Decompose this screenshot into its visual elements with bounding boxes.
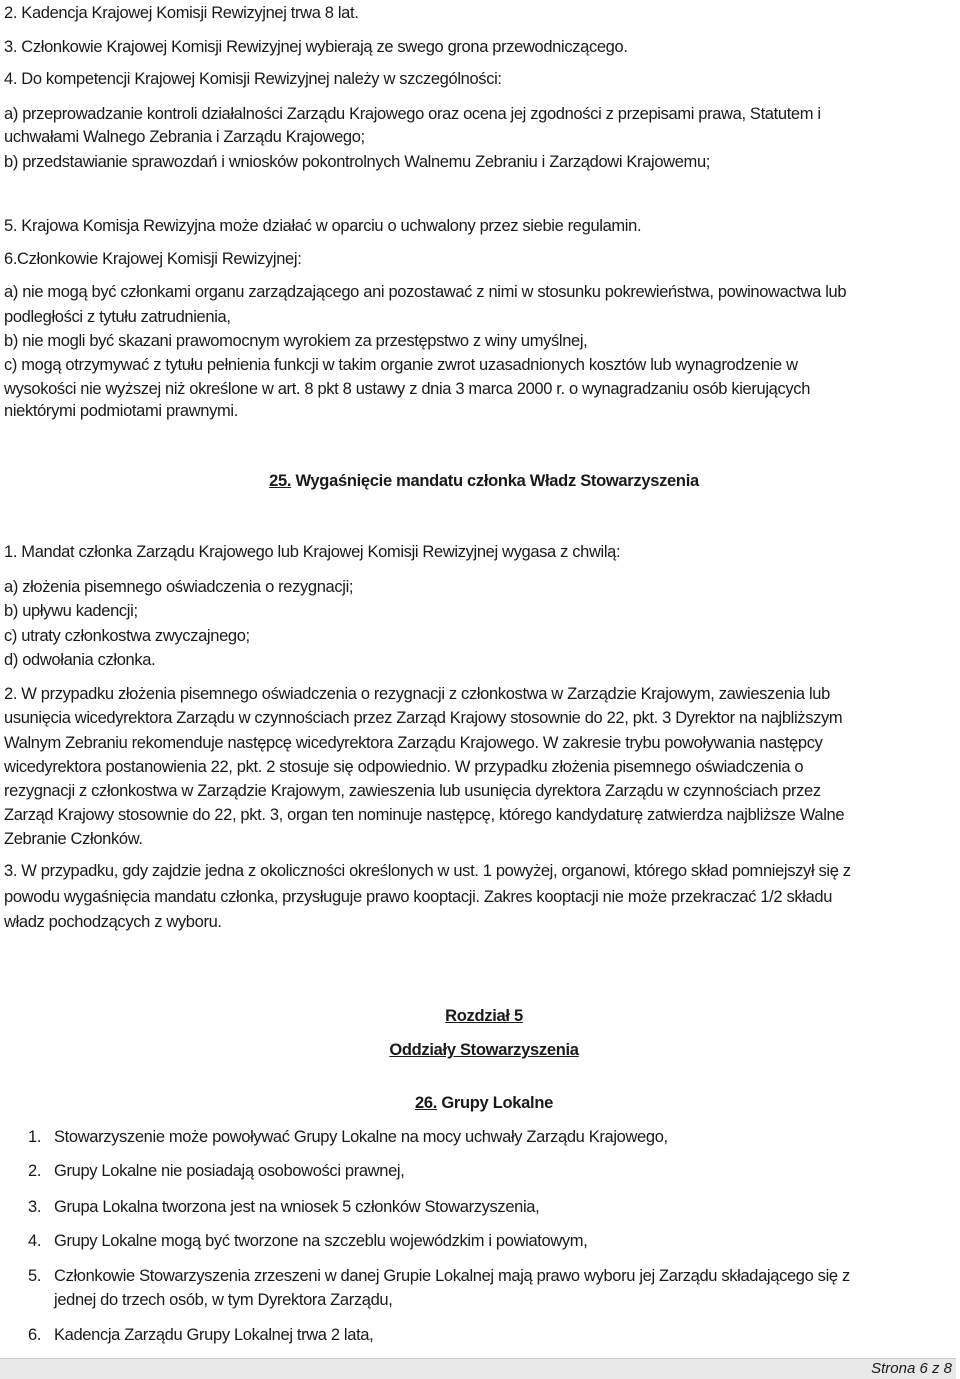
list-item-text: Grupy Lokalne nie posiadają osobowości prawnej, bbox=[54, 1162, 405, 1180]
paragraph-line: b) przedstawianie sprawozdań i wniosków pokontrolnych Walnemu Zebraniu i Zarządowi Krajowemu; bbox=[4, 153, 711, 171]
paragraph-line: 6.Członkowie Krajowej Komisji Rewizyjnej: bbox=[4, 250, 302, 268]
list-item-number: 3. bbox=[28, 1198, 42, 1216]
section-heading bbox=[4, 1093, 960, 1113]
paragraph-line: a) nie mogą być członkami organu zarządzającego ani pozostawać z nimi w stosunku pokrewieństwa, powinowactwa lub bbox=[4, 283, 847, 301]
paragraph-line: 4. Do kompetencji Krajowej Komisji Rewizyjnej należy w szczególności: bbox=[4, 70, 502, 88]
list-item-number: 5. bbox=[28, 1267, 42, 1285]
paragraph-line: 5. Krajowa Komisja Rewizyjna może działać w oparciu o uchwalony przez siebie regulamin. bbox=[4, 217, 642, 235]
paragraph-line: c) utraty członkostwa zwyczajnego; bbox=[4, 627, 250, 645]
list-item bbox=[28, 1231, 587, 1251]
paragraph-line: powodu wygaśnięcia mandatu członka, przysługuje prawo kooptacji. Zakres kooptacji nie może przekraczać 1/2 składu bbox=[4, 888, 833, 906]
paragraph-line: usunięcia wicedyrektora Zarządu w czynnościach przez Zarząd Krajowy stosownie do 22, pkt. 3 Dyrektor na najbliższym bbox=[4, 709, 843, 727]
paragraph-line: uchwałami Walnego Zebrania i Zarządu Krajowego; bbox=[4, 128, 365, 146]
list-item-continuation: jednej do trzech osób, w tym Dyrektora Zarządu, bbox=[54, 1291, 393, 1309]
paragraph-line: a) przeprowadzanie kontroli działalności Zarządu Krajowego oraz ocena jej zgodności z przepisami prawa, Statutem i bbox=[4, 105, 821, 123]
list-item bbox=[28, 1325, 373, 1345]
section-heading bbox=[4, 471, 960, 491]
paragraph-line: a) złożenia pisemnego oświadczenia o rezygnacji; bbox=[4, 578, 354, 596]
list-item-text: Kadencja Zarządu Grupy Lokalnej trwa 2 lata, bbox=[54, 1326, 374, 1344]
document-page bbox=[4, 0, 956, 1379]
paragraph-line: 1. Mandat członka Zarządu Krajowego lub Krajowej Komisji Rewizyjnej wygasa z chwilą: bbox=[4, 543, 621, 561]
list-item-number: 1. bbox=[28, 1128, 42, 1146]
list-item bbox=[28, 1127, 668, 1147]
paragraph-line: niektórymi podmiotami prawnymi. bbox=[4, 402, 238, 420]
chapter-subtitle: Oddziały Stowarzyszenia bbox=[389, 1041, 579, 1059]
list-item bbox=[28, 1266, 850, 1286]
list-item-text: Stowarzyszenie może powoływać Grupy Lokalne na mocy uchwały Zarządu Krajowego, bbox=[54, 1128, 668, 1146]
paragraph-line: rezygnacji z członkostwa w Zarządzie Krajowym, zawieszenia lub usunięcia dyrektora Zarządu w czynnościach przez bbox=[4, 782, 821, 800]
paragraph-line: c) mogą otrzymywać z tytułu pełnienia funkcji w takim organie zwrot uzasadnionych kosztów lub wynagrodzenie w bbox=[4, 356, 798, 374]
paragraph-line: b) nie mogli być skazani prawomocnym wyrokiem za przestępstwo z winy umyślnej, bbox=[4, 332, 588, 350]
list-item-text: Członkowie Stowarzyszenia zrzeszeni w danej Grupie Lokalnej mają prawo wyboru jej Zarządu składającego się z bbox=[54, 1267, 850, 1285]
paragraph-line: 3. Członkowie Krajowej Komisji Rewizyjnej wybierają ze swego grona przewodniczącego. bbox=[4, 38, 628, 56]
paragraph-line: Walnym Zebraniu rekomenduje następcę wicedyrektora Zarządu Krajowego. W zakresie trybu powoływania następcy bbox=[4, 734, 823, 752]
list-item bbox=[28, 1161, 404, 1181]
section-number: 25. bbox=[269, 472, 292, 490]
list-item-number: 4. bbox=[28, 1232, 42, 1250]
section-number: 26. bbox=[415, 1094, 438, 1112]
section-title: Wygaśnięcie mandatu członka Władz Stowarzyszenia bbox=[291, 472, 699, 490]
list-item-number: 6. bbox=[28, 1326, 42, 1344]
paragraph-line: Zebranie Członków. bbox=[4, 830, 143, 848]
paragraph-line: d) odwołania członka. bbox=[4, 651, 156, 669]
paragraph-line: 2. W przypadku złożenia pisemnego oświadczenia o rezygnacji z członkostwa w Zarządzie Krajowym, zawieszenia lub bbox=[4, 685, 830, 703]
list-item-text: Grupy Lokalne mogą być tworzone na szczeblu wojewódzkim i powiatowym, bbox=[54, 1232, 588, 1250]
list-item bbox=[28, 1197, 539, 1217]
paragraph-line: wysokości nie wyższej niż określone w art. 8 pkt 8 ustawy z dnia 3 marca 2000 r. o wynagradzaniu osób kierujących bbox=[4, 380, 811, 398]
paragraph-line: 2. Kadencja Krajowej Komisji Rewizyjnej trwa 8 lat. bbox=[4, 4, 359, 22]
paragraph-line: władz pochodzących z wyboru. bbox=[4, 913, 222, 931]
list-item-text: Grupa Lokalna tworzona jest na wniosek 5 członków Stowarzyszenia, bbox=[54, 1198, 540, 1216]
page-footer bbox=[0, 1358, 956, 1379]
section-title: Grupy Lokalne bbox=[437, 1094, 553, 1112]
paragraph-line: 3. W przypadku, gdy zajdzie jedna z okoliczności określonych w ust. 1 powyżej, organowi, którego skład pomniejszył się z bbox=[4, 862, 851, 880]
list-item-number: 2. bbox=[28, 1162, 42, 1180]
paragraph-line: b) upływu kadencji; bbox=[4, 602, 138, 620]
paragraph-line: podległości z tytułu zatrudnienia, bbox=[4, 308, 231, 326]
page-number: Strona 6 z 8 bbox=[871, 1360, 952, 1377]
paragraph-line: wicedyrektora postanowienia 22, pkt. 2 stosuje się odpowiednio. W przypadku złożenia pisemnego oświadczenia o bbox=[4, 758, 804, 776]
paragraph-line: Zarząd Krajowy stosownie do 22, pkt. 3, organ ten nominuje następcę, którego kandydaturę zatwierdza najbliższe Walne bbox=[4, 806, 845, 824]
chapter-title: Rozdział 5 bbox=[445, 1007, 523, 1025]
